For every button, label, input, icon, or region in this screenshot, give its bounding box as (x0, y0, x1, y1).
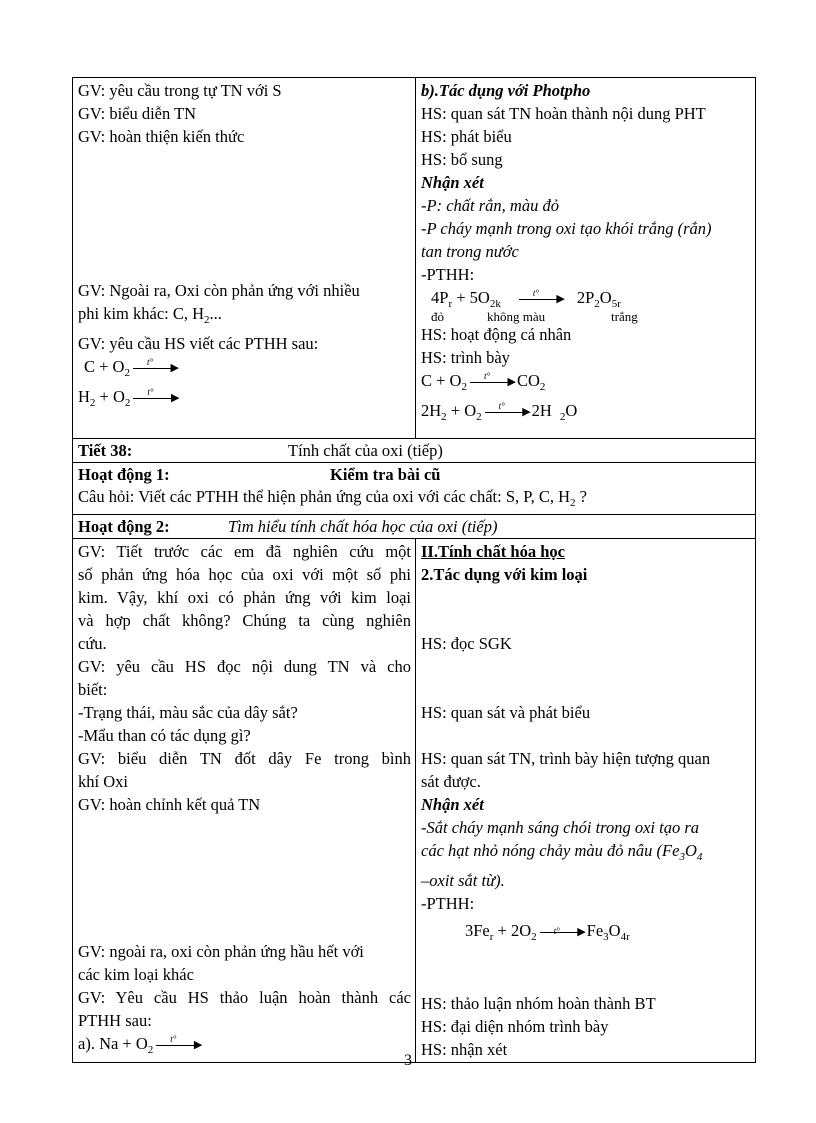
teacher-line: GV: hoàn chỉnh kết quả TN (78, 795, 261, 814)
teacher-line: -Mẩu than có tác dụng gì? (78, 726, 251, 745)
pthh-label: -PTHH: (421, 894, 475, 913)
period-label: Tiết 38: (78, 441, 133, 460)
student-line: HS: quan sát TN hoàn thành nội dung PHT (421, 104, 706, 123)
teacher-line: số phản ứng hóa học của oxi với một số phi (78, 565, 411, 584)
pthh-label: -PTHH: (421, 265, 475, 284)
student-line: sát được. (421, 772, 481, 791)
teacher-column (73, 539, 416, 1063)
student-line: HS: quan sát TN, trình bày hiện tượng quan (421, 749, 711, 768)
observation-title: Nhận xét (421, 173, 484, 192)
equation-na-o2: a). $Na + O_2$ t° ▶ (78, 1034, 203, 1056)
reaction-arrow: t° ▶ (485, 404, 529, 416)
activity-label: Hoạt động 1: (78, 465, 170, 484)
reaction-arrow: t° ▶ (470, 374, 514, 386)
reaction-arrow: t° ▶ (133, 390, 177, 402)
equation-c-o2: $C + O_2$ t° ▶ (84, 357, 179, 379)
observation-line: –oxit sắt từ). (421, 871, 505, 890)
activity-label: Hoạt động 2: (78, 517, 170, 536)
teacher-line: cứu. (78, 634, 107, 653)
student-line: HS: đại diện nhóm trình bày (421, 1017, 609, 1036)
lesson-table (72, 77, 756, 1063)
observation-title: Nhận xét (421, 795, 484, 814)
reaction-arrow: t° ▶ (540, 924, 584, 936)
student-line: HS: đọc SGK (421, 634, 512, 653)
lesson-row-photpho (73, 78, 756, 439)
teacher-line: GV: hoàn thiện kiến thức (78, 127, 245, 146)
activity-1 (73, 463, 756, 515)
teacher-line: GV: Ngoài ra, Oxi còn phản ứng với nhiều (78, 281, 360, 300)
teacher-line: GV: Tiết trước các em đã nghiên cứu một (78, 542, 411, 561)
observation-line: các hạt nhỏ nóng chảy màu đỏ nâu ($Fe_3O_4$ (421, 841, 703, 863)
observation-line: -P cháy mạnh trong oxi tạo khói trắng (rắn) (421, 219, 712, 238)
teacher-line: phi kim khác: C, $H_2$... (78, 304, 222, 326)
teacher-line: biết: (78, 680, 108, 699)
equation-h2-h2o: $2H_2 + O_2$ t° ▶ 2H $_2$O (421, 401, 578, 423)
student-line: HS: bổ sung (421, 150, 503, 169)
student-line: HS: hoạt động cá nhân (421, 325, 572, 344)
student-line: HS: thảo luận nhóm hoàn thành BT (421, 994, 656, 1013)
section-heading: II.Tính chất hóa học (421, 542, 565, 561)
color-label: đỏ (431, 309, 444, 324)
teacher-line: -Trạng thái, màu sắc của dây sắt? (78, 703, 298, 722)
teacher-line: GV: yêu cầu HS đọc nội dung TN và cho (78, 657, 411, 676)
lesson-period (73, 439, 756, 463)
student-line: HS: phát biểu (421, 127, 512, 146)
activity-2-row (73, 515, 756, 539)
teacher-line: các kim loại khác (78, 965, 194, 984)
activity-1-row (73, 463, 756, 515)
observation-line: -P: chất rắn, màu đỏ (421, 196, 559, 215)
teacher-line: GV: ngoài ra, oxi còn phản ứng hầu hết với (78, 942, 364, 961)
color-label: không màu (487, 309, 546, 324)
activity-title: Tìm hiểu tính chất hóa học của oxi (tiếp) (228, 517, 498, 536)
teacher-line: PTHH sau: (78, 1011, 152, 1030)
teacher-line: GV: yêu cầu trong tự TN với S (78, 81, 282, 100)
student-line: HS: nhận xét (421, 1040, 508, 1059)
review-question: Câu hỏi: Viết các PTHH thể hiện phản ứng của oxi với các chất: S, P, C, $H_2$ ? (78, 487, 587, 509)
teacher-line: GV: yêu cầu HS viết các PTHH sau: (78, 334, 319, 353)
reaction-arrow: t° ▶ (519, 291, 563, 303)
student-line: HS: quan sát và phát biểu (421, 703, 591, 722)
teacher-line: GV: Yêu cầu HS thảo luận hoàn thành các (78, 988, 411, 1007)
student-column (416, 78, 756, 439)
lesson-period-row (73, 439, 756, 463)
equation-c-co2: $C + O_2$ t° ▶ $CO_2$ (421, 371, 546, 393)
observation-line: -Sắt cháy mạnh sáng chói trong oxi tạo ra (421, 818, 700, 837)
observation-line: tan trong nước (421, 242, 519, 261)
section-heading: b).Tác dụng với Photpho (421, 81, 591, 100)
color-label: trắng (611, 309, 638, 324)
lesson-row-metals (73, 539, 756, 1063)
student-line: HS: trình bày (421, 348, 510, 367)
reaction-arrow: t° ▶ (156, 1037, 200, 1049)
equation-h2-o2: $H_2 + O_2$ t° ▶ (78, 387, 180, 409)
teacher-column (73, 78, 416, 439)
page-number: 3 (404, 1052, 412, 1069)
teacher-line: và hợp chất không? Chúng ta cùng nghiên (78, 611, 411, 630)
teacher-line: GV: biểu diễn TN (78, 104, 197, 123)
teacher-line: GV: biểu diễn TN đốt dây Fe trong bình (78, 749, 411, 768)
equation-iron: $3Fe_r + 2O_2$ t° ▶ $Fe_3O_{4r}$ (465, 921, 630, 943)
teacher-line: khí Oxi (78, 772, 128, 791)
period-title: Tính chất của oxi (tiếp) (288, 441, 443, 460)
activity-title: Kiểm tra bài cũ (330, 465, 441, 484)
student-column (416, 539, 756, 1063)
reaction-arrow: t° ▶ (133, 360, 177, 372)
activity-2 (73, 515, 756, 539)
section-subheading: 2.Tác dụng với kim loại (421, 565, 588, 584)
equation-phosphorus: $4P_r + 5O_{2k}$ t° ▶ $2P_2O_{5r}$ đỏ không màu trắng (421, 286, 751, 323)
teacher-line: kim. Vậy, khí oxi có phản ứng với kim loại (78, 588, 411, 607)
